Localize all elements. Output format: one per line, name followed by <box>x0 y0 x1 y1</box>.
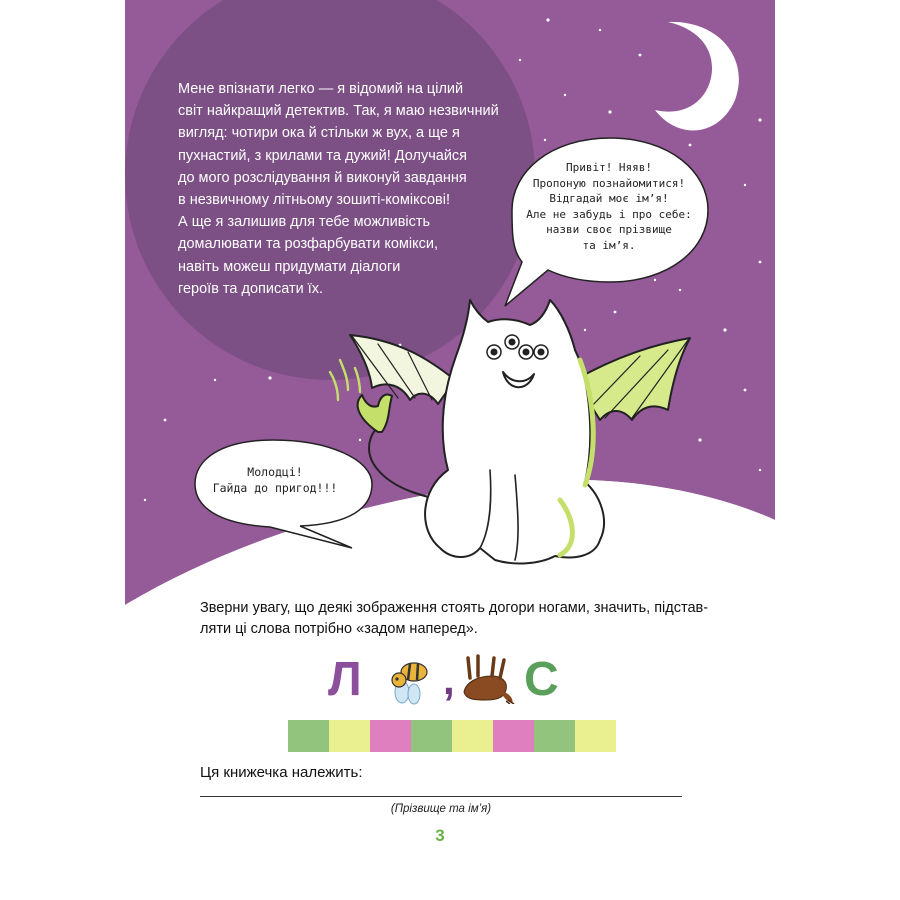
greeting-bubble-text: Привіт! Няяв! Пропоную познайомитися! Відгадай моє ім’я! Але не забудь і про себе: назви своє прізвище та ім’я. <box>526 161 692 252</box>
answer-cell[interactable] <box>411 720 452 752</box>
instruction-paragraph: Зверни увагу, що деякі зображення стоять догори ногами, значить, підстав- ляти ці слова потрібно «задом наперед». <box>200 600 709 637</box>
answer-cell[interactable] <box>288 720 329 752</box>
intro-paragraph: Мене впізнати легко — я відомий на цілий світ найкращий детектив. Так, я маю незвичний вигляд: чотири ока й стільки ж вух, а ще я пухнастий, з крилами та дужий! Долучайся до мого розслідування й виконуй завдання в незвичному літньому зошиті-коміксові! А ще я залишив для тебе можливість домалювати та розфарбувати комікси, навіть можеш придумати діалоги героїв та дописати їх. <box>178 81 499 297</box>
upside-down-deer-icon <box>456 652 516 704</box>
name-caption: (Прізвище та ім’я) <box>390 803 492 815</box>
answer-cell[interactable] <box>370 720 411 752</box>
answer-cell[interactable] <box>452 720 493 752</box>
answer-cell[interactable] <box>329 720 370 752</box>
page-number: 3 <box>435 826 445 845</box>
rebus-letter-end: С <box>524 653 559 706</box>
answer-cell[interactable] <box>534 720 575 752</box>
intro-text <box>178 78 508 300</box>
name-line[interactable] <box>200 796 682 797</box>
rebus-comma: , <box>443 656 455 703</box>
rebus-letter-start: Л <box>328 653 362 706</box>
bee-icon <box>388 654 433 709</box>
answer-cell[interactable] <box>575 720 616 752</box>
instruction-text <box>200 598 740 640</box>
answer-cell[interactable] <box>493 720 534 752</box>
owner-label: Ця книжечка належить: <box>200 764 363 781</box>
answer-cells <box>288 720 616 752</box>
cheer-bubble-text: Молодці! Гайда до пригод!!! <box>212 465 338 495</box>
